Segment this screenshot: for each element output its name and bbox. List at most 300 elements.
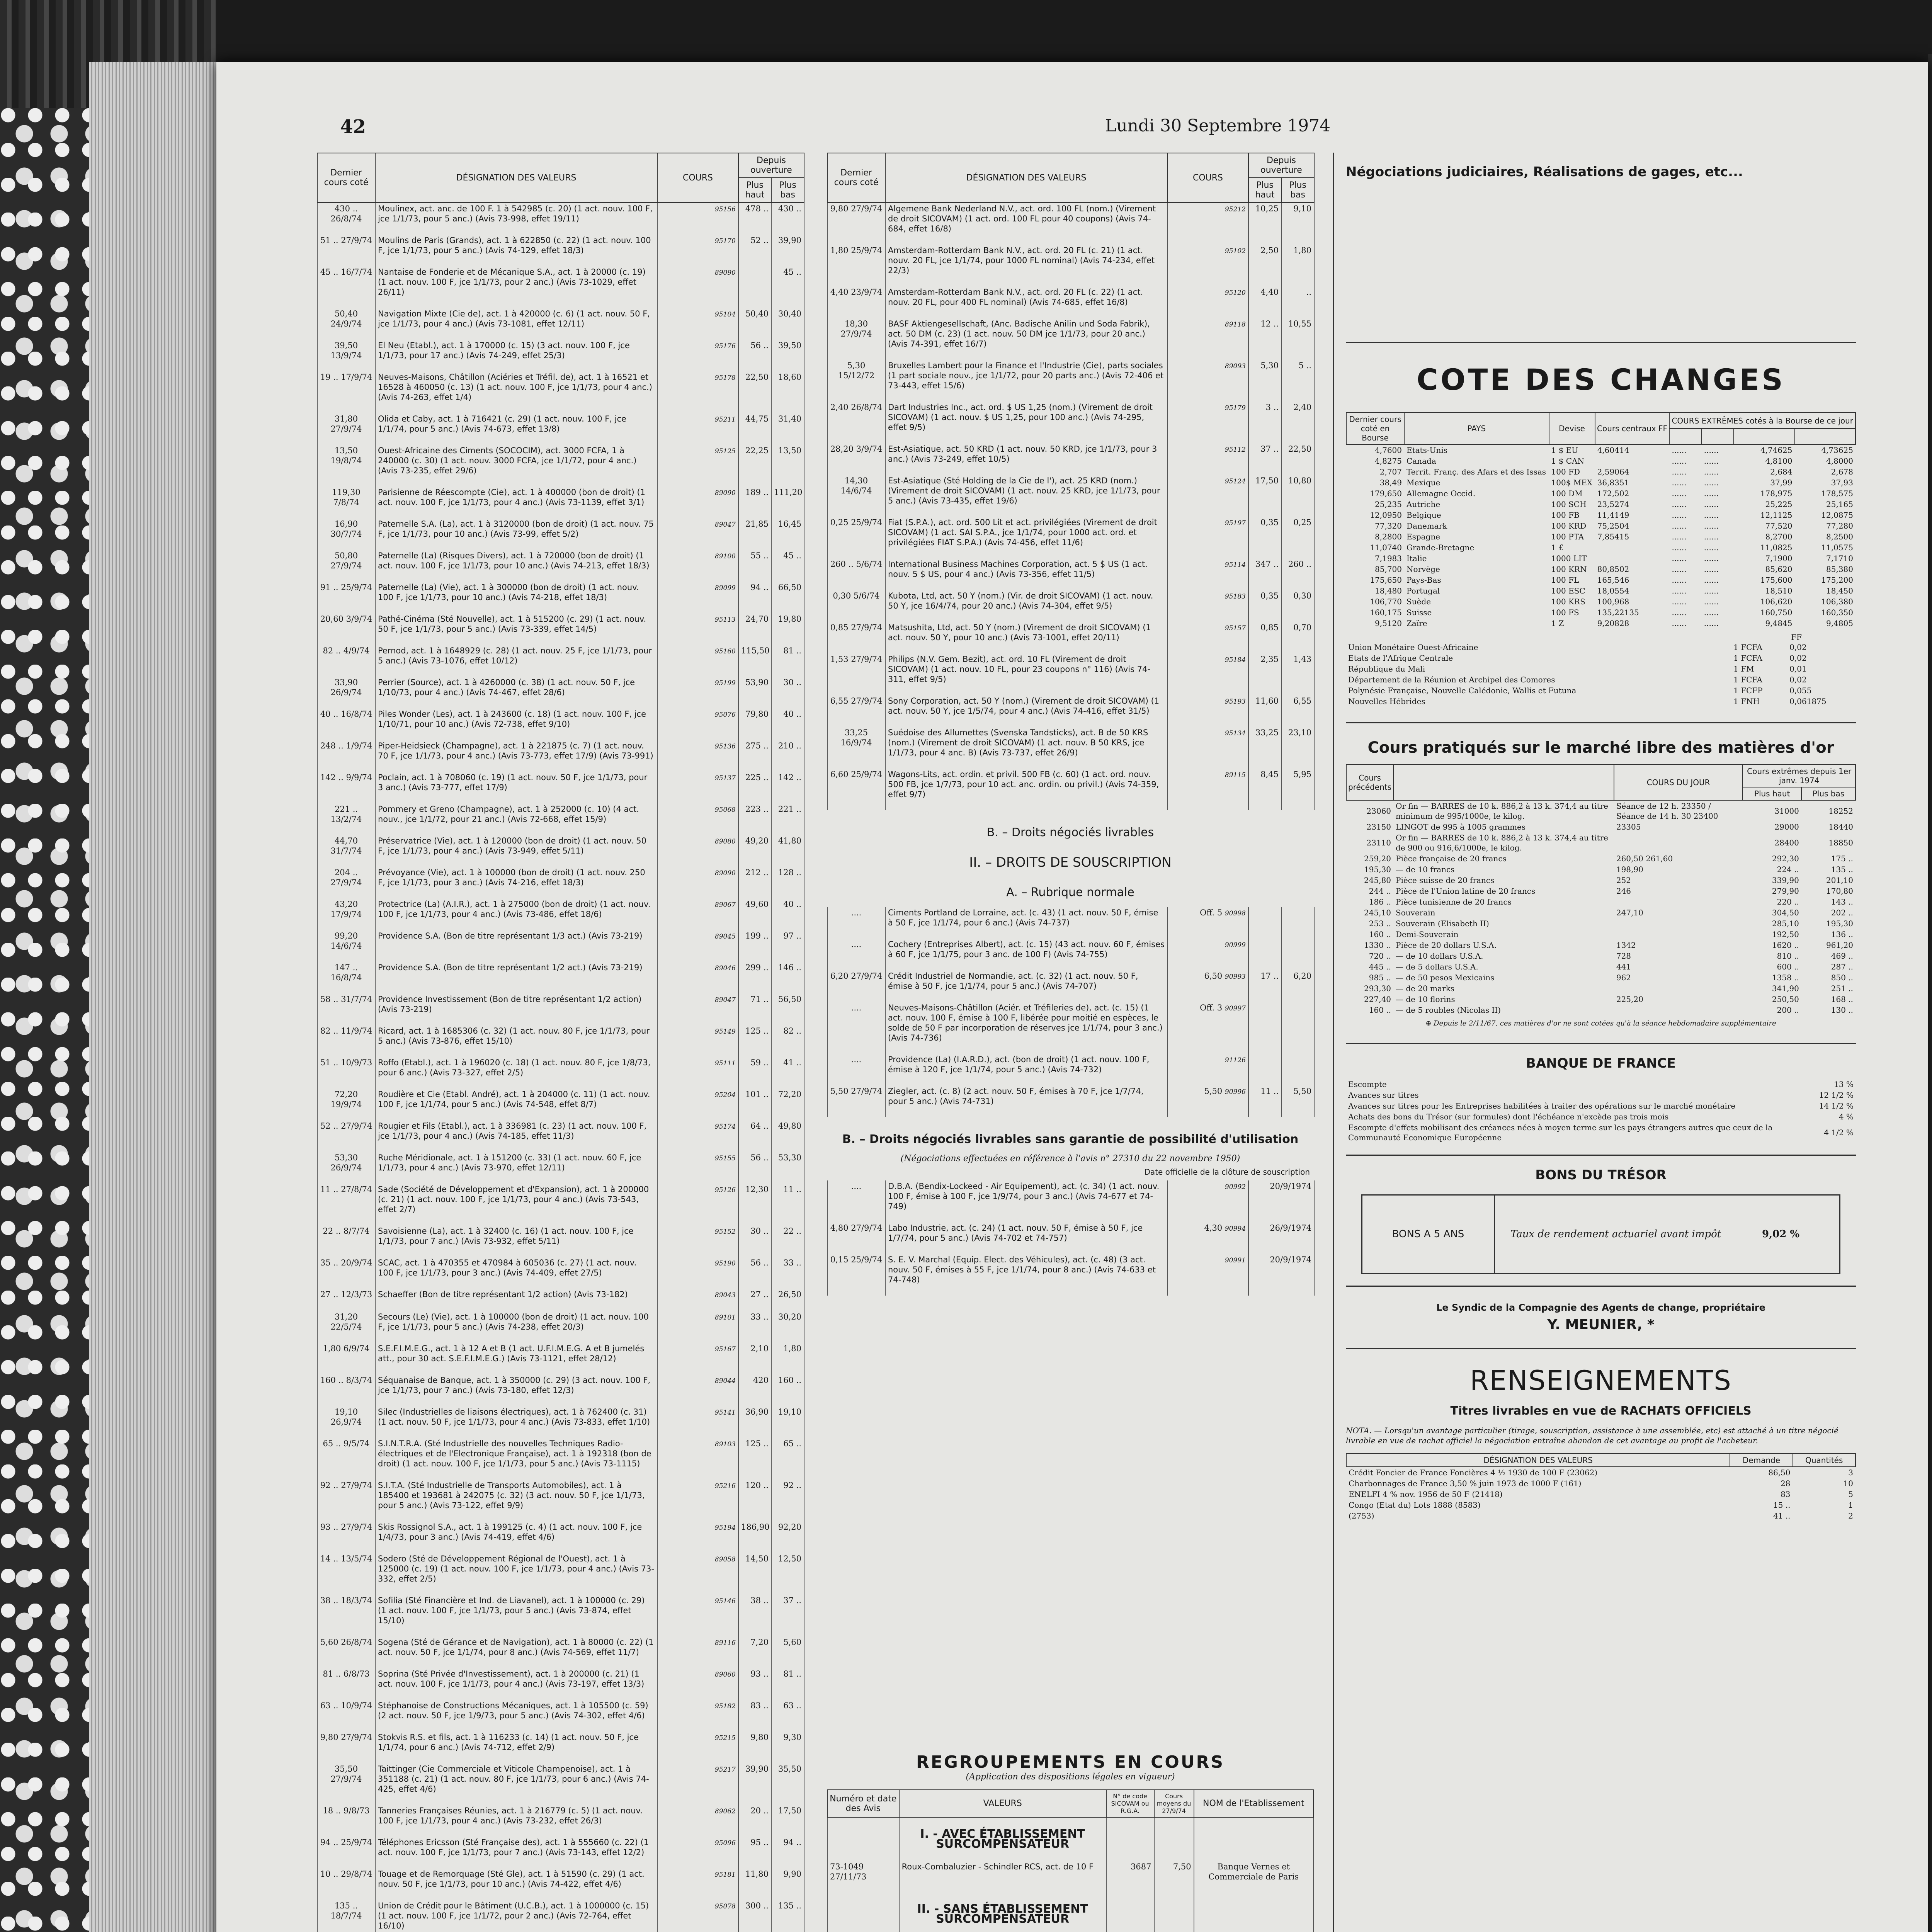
or-row [1346, 983, 1855, 994]
valeur-code: 95216 [714, 1482, 736, 1490]
plus-haut: 49,20 [738, 835, 771, 857]
ch-ff: FF [1791, 633, 1802, 642]
change-row [1346, 466, 1855, 477]
plus-haut: 347 .. [1248, 558, 1281, 580]
or-jour: 198,90 [1616, 865, 1643, 874]
table-row [827, 907, 1314, 929]
cours-cell [657, 371, 738, 403]
cours-cell [1167, 1054, 1248, 1075]
plus-haut: 9,80 [738, 1731, 771, 1753]
valeur-code: 95176 [714, 342, 736, 350]
ch-hi: 85,620 [1765, 565, 1793, 574]
designation: Parisienne de Réescompte (Cie), act. 1 à 400000 (bon de droit) (1 act. nouv. 100 F, jce 1/1/73, pour 4 anc.) (Avis 73-1139, effet 3/1) [375, 486, 657, 508]
ch-devise: 100 FB [1551, 510, 1580, 520]
valeur-code: 95146 [714, 1597, 736, 1605]
change-row [1346, 542, 1855, 553]
designation: Poclain, act. 1 à 708060 (c. 19) (1 act. nouv. 50 F, jce 1/1/73, pour 3 anc.) (Avis 73-777, effet 17/9) [375, 772, 657, 793]
valeur-code: 89101 [714, 1314, 736, 1321]
plus-haut: 5,30 [1248, 360, 1281, 391]
dernier-cours: 31,80 27/9/74 [317, 413, 375, 435]
syndic-line2: Y. MEUNIER, * [1547, 1317, 1655, 1333]
row-gap [317, 1078, 804, 1088]
ch-dots: ...... [1704, 554, 1719, 563]
plus-bas: 30 .. [771, 677, 804, 698]
ch-devise: 100 SCH [1551, 500, 1587, 509]
valeur-code: 89080 [714, 838, 736, 845]
ch-devise: 100 FD [1551, 467, 1580, 476]
plus-bas: 10,80 [1281, 475, 1314, 507]
rg-th-avis: Numéro et date des Avis [827, 1790, 899, 1817]
ch-other-devise: 1 FCFA [1733, 675, 1762, 684]
or-jour: 246 [1616, 886, 1631, 896]
changes-title: COTE DES CHANGES [1417, 362, 1785, 397]
ch-last: 85,700 [1375, 565, 1402, 574]
cote-left-rows [317, 202, 804, 1932]
designation: Stéphanoise de Constructions Mécaniques, act. 1 à 105500 (c. 59) (2 act. nouv. 50 F, jce 1/9/73, pour 5 anc.) (Avis 74-302, effet 4/6) [375, 1700, 657, 1721]
th-plus-bas-2: Plus bas [1281, 178, 1314, 202]
cote-right-table [827, 153, 1314, 1296]
table-row [317, 445, 804, 476]
dernier-cours: .... [827, 1054, 885, 1075]
plus-haut: 11 .. [1248, 1085, 1281, 1107]
valeur-code: 95157 [1225, 624, 1246, 632]
designation: Ziegler, act. (c. 8) (2 act. nouv. 50 F, émises à 70 F, jce 1/7/74, pour 5 anc.) (Avis 74-731) [885, 1085, 1167, 1107]
change-other-row [1346, 642, 1856, 653]
table-row [827, 318, 1314, 350]
dernier-cours: 1,80 6/9/74 [317, 1343, 375, 1364]
valeur-code: 90998 [1225, 910, 1246, 917]
row-gap [827, 580, 1314, 590]
designation: Suédoise des Allumettes (Svenska Tandsticks), act. B de 50 KRS (nom.) (Virement de droit SICOVAM) (1 act. nouv. B 50 KRS, jce 1/1/73, pour 4 anc. B) (Avis 73-737, effet 26/9) [885, 727, 1167, 759]
renseignements-title: RENSEIGNEMENTS [1470, 1365, 1732, 1396]
or-label: — de 10 florins [1396, 995, 1455, 1004]
plus-bas: 81 .. [771, 645, 804, 667]
or-row [1346, 896, 1855, 907]
plus-haut: 22,25 [738, 445, 771, 476]
ch-other-label: Nouvelles Hébrides [1348, 697, 1425, 706]
plus-bas: 5 .. [1281, 360, 1314, 391]
row-gap [827, 759, 1314, 769]
plus-bas: 94 .. [771, 1837, 804, 1858]
ch-central [1595, 456, 1670, 466]
rs-desig-cell [1346, 1489, 1730, 1500]
row-gap [317, 1247, 804, 1257]
plus-bas: 5,60 [771, 1636, 804, 1658]
table-row [317, 518, 804, 540]
change-row [1346, 444, 1855, 456]
running-head [340, 116, 1886, 143]
row-gap [317, 698, 804, 708]
or-hi: 28400 [1774, 838, 1799, 847]
change-row [1346, 499, 1855, 510]
plus-bas: 92 .. [771, 1480, 804, 1511]
designation: Sony Corporation, act. 50 Y (nom.) (Virement de droit SICOVAM) (1 act. nouv. 50 Y, jce 1/5/74, pour 4 anc.) (Avis 74-416, effet 31/5) [885, 695, 1167, 717]
table-row [317, 202, 804, 224]
designation: Est-Asiatique (Sté Holding de la Cie de l'), act. 25 KRD (nom.) (Virement de droit SICOVAM) (1 act. nouv. 25 KRD, jce 1/1/73, pour 5 anc.) (Avis 73-435, effet 19/6) [885, 475, 1167, 507]
plus-bas [1281, 1002, 1314, 1044]
dernier-cours: 5,60 26/8/74 [317, 1636, 375, 1658]
table-row [317, 1120, 804, 1142]
th-plus-haut-2: Plus haut [1248, 178, 1281, 202]
ch-dots: ...... [1672, 446, 1687, 455]
renseignements-block [1346, 1348, 1856, 1521]
row-gap [827, 548, 1314, 558]
table-row [317, 1553, 804, 1585]
designation: SCAC, act. 1 à 470355 et 470984 à 605036 (c. 27) (1 act. nouv. 100 F, jce 1/1/73, pour 3 anc.) (Avis 74-409, effet 27/5) [375, 1257, 657, 1279]
cours-cell [1167, 1222, 1248, 1244]
plus-haut: 212 .. [738, 867, 771, 888]
plus-haut: 17 .. [1248, 970, 1281, 992]
ch-dots: ...... [1704, 500, 1719, 509]
designation: Piper-Heidsieck (Champagne), act. 1 à 221875 (c. 7) (1 act. nouv. 70 F, jce 1/1/73, pour 4 anc.) (Avis 73-773, effet 17/9) (Avis 73-991) [375, 740, 657, 762]
designation: Pathé-Cinéma (Sté Nouvelle), act. 1 à 515200 (c. 29) (1 act. nouv. 50 F, jce 1/1/73, pour 5 anc.) (Avis 73-339, effet 14/5) [375, 613, 657, 635]
ch-devise: 100 KRS [1551, 597, 1585, 606]
cours-cell [657, 1595, 738, 1626]
table-row [317, 962, 804, 983]
table-row [317, 371, 804, 403]
or-prec: 985 .. [1369, 973, 1391, 982]
plus-haut: 125 .. [738, 1438, 771, 1469]
valeur-code: 95178 [714, 374, 736, 382]
plus-haut: 4,40 [1248, 286, 1281, 308]
table-row [317, 1438, 804, 1469]
ch-lo: 25,165 [1826, 500, 1853, 509]
or-lo: 195,30 [1826, 919, 1853, 928]
dernier-cours: 65 .. 9/5/74 [317, 1438, 375, 1469]
designation: Préservatrice (Vie), act. 1 à 120000 (bon de droit) (1 act. nouv. 50 F, jce 1/1/73, pour 4 anc.) (Avis 73-949, effet 5/11) [375, 835, 657, 857]
ch-pays: Territ. Franç. des Afars et des Issas [1406, 467, 1546, 476]
or-lo: 175 .. [1831, 854, 1853, 863]
table-row [827, 286, 1314, 308]
banque-val: 13 % [1834, 1080, 1854, 1089]
table-row [317, 1900, 804, 1932]
rs-dem: 86,50 [1768, 1468, 1791, 1477]
table-row [317, 740, 804, 762]
plus-haut: 71 .. [738, 993, 771, 1015]
banque-rows [1346, 1079, 1856, 1143]
changes-other-rows [1346, 642, 1856, 707]
table-row [827, 475, 1314, 507]
valeur-code: 95068 [714, 806, 736, 814]
table-row [317, 930, 804, 952]
table-row [827, 558, 1314, 580]
ch-devise: 100 PTA [1551, 532, 1584, 541]
negociations-title: Négociations judiciaires, Réalisations de gages, etc... [1346, 164, 1743, 180]
dernier-cours: 160 .. 8/3/74 [317, 1374, 375, 1396]
ch-other-val: 0,02 [1789, 643, 1807, 652]
cours-cell [657, 1025, 738, 1047]
section-ii-title: II. – DROITS DE SOUSCRIPTION [969, 855, 1172, 870]
cours-cell [1167, 727, 1248, 759]
ch-lo: 2,678 [1831, 467, 1853, 476]
plus-bas: 41,80 [771, 835, 804, 857]
cours-cell [1167, 558, 1248, 580]
valeur-code: 95134 [1225, 730, 1246, 737]
plus-haut: 125 .. [738, 1025, 771, 1047]
or-lo: 850 .. [1831, 973, 1853, 982]
rs-qte: 10 [1843, 1479, 1853, 1488]
plus-bas: 111,20 [771, 486, 804, 508]
or-label: Pièce suisse de 20 francs [1396, 876, 1495, 885]
table-row [317, 550, 804, 571]
or-jour: 260,50 261,60 [1616, 854, 1673, 863]
plus-bas: 39,90 [771, 235, 804, 256]
change-other-row [1346, 663, 1856, 674]
or-hi: 810 .. [1777, 951, 1799, 961]
plus-haut: 36,90 [738, 1406, 771, 1428]
table-row [827, 1254, 1314, 1286]
dernier-cours: 44,70 31/7/74 [317, 835, 375, 857]
th-plus-bas: Plus bas [771, 178, 804, 202]
table-row [827, 245, 1314, 276]
section-a-title: A. – Rubrique normale [1006, 886, 1134, 899]
valeur-code: 95181 [714, 1871, 736, 1879]
dernier-cours: .... [827, 1002, 885, 1044]
ch-other-label: Polynésie Française, Nouvelle Calédonie, Wallis et Futuna [1348, 686, 1577, 695]
valeur-code: 89103 [714, 1440, 736, 1448]
ch-devise: 1 $ CAN [1551, 456, 1584, 466]
or-label: — de 50 pesos Mexicains [1396, 973, 1495, 982]
cours-cell [657, 1868, 738, 1890]
row-gap [827, 350, 1314, 360]
ch-pays: Italie [1406, 554, 1427, 563]
table-row [317, 708, 804, 730]
or-title: Cours pratiqués sur le marché libre des matières d'or [1367, 739, 1834, 757]
row-gap [317, 1585, 804, 1595]
ch-last: 12,0950 [1370, 510, 1402, 520]
plus-bas: 0,30 [1281, 590, 1314, 612]
cours-cell [657, 772, 738, 793]
ch-dots: ...... [1704, 456, 1719, 466]
row-gap [827, 717, 1314, 727]
regroupements-subtitle: (Application des dispositions légales en vigueur) [966, 1772, 1175, 1782]
dernier-cours: 16,90 30/7/74 [317, 518, 375, 540]
or-jour: 962 [1616, 973, 1631, 982]
row-gap [317, 793, 804, 803]
bons-title: BONS DU TRÉSOR [1535, 1167, 1667, 1183]
th-dernier: Dernier cours coté [317, 153, 375, 202]
dernier-cours: 58 .. 31/7/74 [317, 993, 375, 1015]
or-table [1346, 764, 1856, 1015]
ch-lo: 18,450 [1826, 586, 1853, 595]
plus-haut: 33,25 [1248, 727, 1281, 759]
or-th-hi: Plus haut [1743, 787, 1801, 800]
ch-th-cours: Cours centraux FF [1595, 413, 1670, 444]
ch-other-val: 0,055 [1789, 686, 1812, 695]
rg-th-nom: NOM de l'Etablissement [1194, 1790, 1313, 1817]
valeur-code: 89043 [714, 1291, 736, 1299]
cours-value: 6,50 [1204, 971, 1223, 981]
designation: Paternelle (La) (Vie), act. 1 à 300000 (bon de droit) (1 act. nouv. 100 F, jce 1/1/73, pour 10 anc.) (Avis 74-218, effet 18/3) [375, 582, 657, 603]
or-label: Pièce française de 20 francs [1396, 854, 1507, 863]
designation: Neuves-Maisons, Châtillon (Aciéries et Tréfil. de), act. 1 à 16521 et 16528 à 460050 (c. 13) (1 act. nouv. 100 F, jce 1/1/73, pour 4 anc.) (Avis 74-263, effet 1/4) [375, 371, 657, 403]
row-gap [317, 1890, 804, 1900]
designation: Moulinex, act. anc. de 100 F. 1 à 542985 (c. 20) (1 act. nouv. 100 F, jce 1/1/73, pour 5 anc.) (Avis 73-998, effet 19/11) [375, 202, 657, 224]
or-row [1346, 918, 1855, 929]
row-gap [827, 1107, 1314, 1117]
rg1-cours: 7,50 [1154, 1861, 1194, 1883]
th-plus-haut: Plus haut [738, 178, 771, 202]
banque-val: 12 1/2 % [1819, 1090, 1854, 1100]
table-row [317, 867, 804, 888]
or-lo: 18850 [1828, 838, 1853, 847]
plus-bas: 128 .. [771, 867, 804, 888]
designation: Paternelle S.A. (La), act. 1 à 3120000 (bon de droit) (1 act. nouv. 75 F, jce 1/1/73, pour 10 anc.) (Avis 73-99, effet 5/2) [375, 518, 657, 540]
ch-lo: 175,200 [1821, 575, 1853, 585]
ch-lo: 11,0575 [1821, 543, 1853, 552]
or-row [1346, 994, 1855, 1005]
plus-haut [1248, 939, 1281, 960]
cours-cell [657, 645, 738, 667]
ch-central: 75,2504 [1597, 521, 1629, 531]
cours-cell [1167, 695, 1248, 717]
ch-dots: ...... [1704, 521, 1719, 531]
plus-bas: 45 .. [771, 550, 804, 571]
cours-cell [657, 445, 738, 476]
designation: Touage et de Remorquage (Sté Gle), act. 1 à 51590 (c. 29) (1 act. nouv. 50 F, jce 1/1/73, pour 10 anc.) (Avis 74-422, effet 4/6) [375, 1868, 657, 1890]
plus-bas: 66,50 [771, 582, 804, 603]
cours-cell [657, 867, 738, 888]
dernier-cours: 35,50 27/9/74 [317, 1763, 375, 1795]
dernier-cours: 72,20 19/9/74 [317, 1088, 375, 1110]
designation: Soprina (Sté Privée d'Investissement), act. 1 à 200000 (c. 21) (1 act. nouv. 100 F, jce 1/1/73, pour 4 anc.) (Avis 73-197, effet 13/3) [375, 1668, 657, 1690]
ch-pays: Danemark [1406, 521, 1447, 531]
plus-haut: 7,20 [738, 1636, 771, 1658]
valeur-code: 90992 [1225, 1183, 1246, 1191]
plus-bas: 72,20 [771, 1088, 804, 1110]
or-prec: 23060 [1366, 806, 1391, 816]
plus-bas: 39,50 [771, 340, 804, 361]
row-gap [317, 1511, 804, 1521]
or-prec: 253 .. [1369, 919, 1391, 928]
dernier-cours: 51 .. 27/9/74 [317, 235, 375, 256]
valeur-code: 95096 [714, 1839, 736, 1847]
plus-bas: 81 .. [771, 1668, 804, 1690]
cours-cell [657, 1406, 738, 1428]
ch-pays: Belgique [1406, 510, 1441, 520]
row-gap [317, 1858, 804, 1868]
change-row [1346, 510, 1855, 520]
plus-haut [1248, 1054, 1281, 1075]
or-jour: 441 [1616, 962, 1631, 971]
cours-cell [657, 1311, 738, 1333]
designation: Tanneries Françaises Réunies, act. 1 à 216779 (c. 5) (1 act. nouv. 100 F, jce 1/1/73, pour 4 anc.) (Avis 73-232, effet 26/3) [375, 1805, 657, 1827]
plus-haut: 94 .. [738, 582, 771, 603]
or-prec: 23110 [1366, 838, 1391, 847]
designation: Crédit Industriel de Normandie, act. (c. 32) (1 act. nouv. 50 F, émise à 50 F, jce 1/1/74, pour 5 anc.) (Avis 74-707) [885, 970, 1167, 992]
designation: Piles Wonder (Les), act. 1 à 243600 (c. 18) (1 act. nouv. 100 F, jce 1/10/71, pour 10 anc.) (Avis 72-738, effet 9/10) [375, 708, 657, 730]
cours-cell [657, 1088, 738, 1110]
designation: Wagons-Lits, act. ordin. et privil. 500 FB (c. 60) (1 act. ord. nouv. 500 FB, jce 1/7/73, pour 10 act. anc. ordin. ou privil.) (Avis 74-359, effet 9/7) [885, 769, 1167, 800]
plus-haut [1248, 907, 1281, 929]
rg1-valeur: Roux-Combaluzier - Schindler RCS, act. de 10 F [899, 1861, 1106, 1883]
ch-dots: ...... [1704, 619, 1719, 628]
valeur-code: 95124 [1225, 478, 1246, 485]
dernier-cours: .... [827, 1180, 885, 1212]
plus-bas: 17,50 [771, 1805, 804, 1827]
plus-haut: 21,85 [738, 518, 771, 540]
bons-val: 9,02 % [1762, 1228, 1800, 1240]
plus-haut: 26/9/1974 [1248, 1222, 1314, 1244]
table-row [317, 1406, 804, 1428]
valeur-code: 95204 [714, 1091, 736, 1099]
ch-hi: 178,975 [1760, 489, 1793, 498]
dernier-cours: 0,30 5/6/74 [827, 590, 885, 612]
valeur-code: 89090 [714, 269, 736, 277]
cours-cell [657, 1668, 738, 1690]
dernier-cours: 93 .. 27/9/74 [317, 1521, 375, 1543]
table-row [317, 1668, 804, 1690]
ch-other-devise: 1 FCFP [1733, 686, 1763, 695]
or-hi: 1620 .. [1772, 940, 1799, 950]
plus-bas: 19,10 [771, 1406, 804, 1428]
ch-last: 11,0740 [1370, 543, 1402, 552]
or-jour [1614, 1005, 1743, 1015]
change-row [1346, 477, 1855, 488]
ch-dots: ...... [1704, 586, 1719, 595]
plus-haut: 275 .. [738, 740, 771, 762]
plus-bas: 63 .. [771, 1700, 804, 1721]
row-gap [827, 507, 1314, 517]
or-rows [1346, 800, 1855, 1015]
plus-bas: 41 .. [771, 1057, 804, 1078]
ch-pays: Etats-Unis [1406, 446, 1448, 455]
renseignement-row [1346, 1467, 1855, 1478]
plus-haut: 3 .. [1248, 401, 1281, 433]
valeur-code: 95113 [714, 616, 736, 624]
cours-cell [657, 1152, 738, 1173]
plus-haut: 33 .. [738, 1311, 771, 1333]
plus-bas: 160 .. [771, 1374, 804, 1396]
designation: Philips (N.V. Gem. Bezit), act. ord. 10 FL (Virement de droit SICOVAM) (1 act. nouv. 10 FL, pour 23 coupons n° 116) (Avis 74-311, effet 9/5) [885, 653, 1167, 685]
changes-table [1346, 412, 1856, 629]
or-label: Pièce de 20 dollars U.S.A. [1396, 940, 1497, 950]
rg-th-cours: Cours moyens du 27/9/74 [1154, 1790, 1194, 1817]
dernier-cours: 248 .. 1/9/74 [317, 740, 375, 762]
change-row [1346, 456, 1855, 466]
row-gap [827, 960, 1314, 970]
or-hi: 341,90 [1772, 984, 1799, 993]
banque-block [1346, 1043, 1856, 1143]
table-row [317, 677, 804, 698]
or-row [1346, 886, 1855, 896]
ch-dots: ...... [1704, 597, 1719, 606]
row-gap [317, 888, 804, 898]
plus-haut: 199 .. [738, 930, 771, 952]
ch-hi: 37,99 [1770, 478, 1793, 487]
plus-bas: 56,50 [771, 993, 804, 1015]
renseignements-table [1346, 1453, 1856, 1521]
or-hi: 279,90 [1772, 886, 1799, 896]
regroupements-title: REGROUPEMENTS EN COURS [916, 1752, 1225, 1772]
renseignements-subtitle: Titres livrables en vue de RACHATS OFFICIELS [1450, 1404, 1752, 1418]
or-hi: 600 .. [1777, 962, 1799, 971]
row-gap [317, 983, 804, 993]
table-row [827, 202, 1314, 235]
ch-last: 4,7600 [1375, 446, 1402, 455]
table-row [317, 1343, 804, 1364]
or-jour [1614, 832, 1743, 853]
ch-central: 9,20828 [1597, 619, 1629, 628]
table-row [317, 1184, 804, 1215]
row-gap [317, 1626, 804, 1636]
rg1-avis: 73-1049 [830, 1862, 864, 1871]
rs-desig: Charbonnages de France 3,50 % juin 1973 de 1000 F [1349, 1479, 1558, 1488]
dernier-cours: 4,40 23/9/74 [827, 286, 885, 308]
dernier-cours: 260 .. 5/6/74 [827, 558, 885, 580]
valeur-code: 95184 [1225, 656, 1246, 664]
ch-other-label: Etats de l'Afrique Centrale [1348, 653, 1453, 663]
